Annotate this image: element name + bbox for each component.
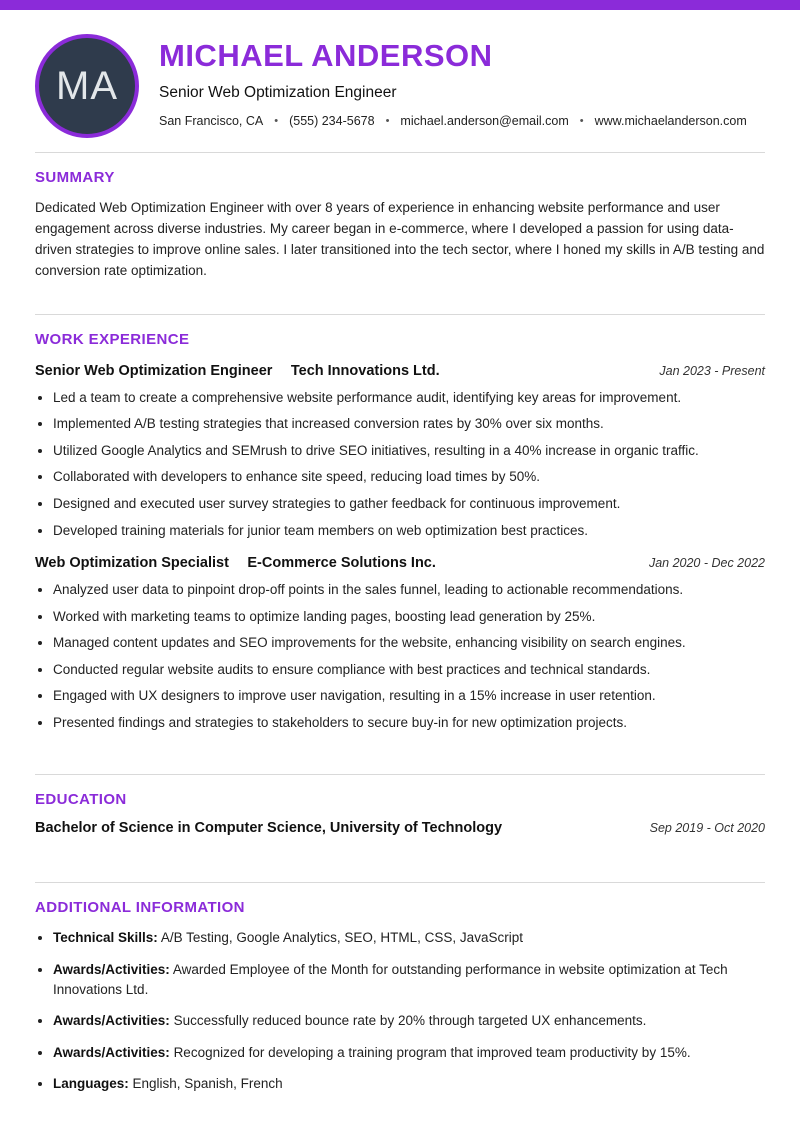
additional-section (35, 883, 765, 1111)
additional-item (53, 960, 765, 999)
avatar (35, 34, 139, 138)
job-bullet: • Led a team to create a comprehensive website performance audit, identifying key areas for improvement. (53, 388, 765, 408)
additional-item (53, 1043, 765, 1063)
job-bullet: • Analyzed user data to pinpoint drop-off points in the sales funnel, leading to actionable recommendations. (53, 580, 765, 600)
additional-item-text: A/B Testing, Google Analytics, SEO, HTML, CSS, JavaScript (160, 930, 523, 946)
avatar-initials: MA (56, 63, 118, 108)
additional-item-text: Recognized for developing a training program that improved team productivity by 15%. (173, 1044, 691, 1060)
education-heading: EDUCATION (35, 791, 127, 809)
resume-header (35, 10, 765, 152)
job-dates: Jan 2023 - Present (659, 363, 765, 378)
contact-website: www.michaelanderson.com (594, 114, 747, 128)
resume-page (0, 10, 800, 1112)
summary-text: Dedicated Web Optimization Engineer with over 8 years of experience in enhancing website performance and user engagement across diverse industries. My career began in e-commerce, where I developed a passion for using data-driven strategies to improve online sales. I later transitioned into the tech sector, where I honed my skills in A/B testing and conversion rate optimization. (35, 200, 765, 278)
job-bullet-list (35, 388, 765, 540)
additional-item-text: Awarded Employee of the Month for outstanding performance in website optimization at Tech Innovations Ltd. (53, 962, 728, 997)
job-title: Senior Web Optimization Engineer (35, 362, 273, 379)
contact-location: San Francisco, CA (159, 114, 264, 128)
additional-item-text: Successfully reduced bounce rate by 20% through targeted UX enhancements. (173, 1013, 647, 1029)
job-entry (35, 554, 765, 732)
job-title-line (35, 362, 440, 380)
job-entry (35, 362, 765, 540)
job-bullet: • Worked with marketing teams to optimize landing pages, boosting lead generation by 25%. (53, 607, 765, 627)
job-headline: Senior Web Optimization Engineer (159, 84, 397, 101)
job-bullet: • Collaborated with developers to enhance site speed, reducing load times by 50%. (53, 467, 765, 487)
contact-phone: (555) 234-5678 (289, 114, 375, 128)
job-header (35, 554, 765, 572)
additional-item (53, 928, 765, 948)
job-dates: Jan 2020 - Dec 2022 (648, 556, 765, 571)
job-bullet: • Managed content updates and SEO improvements for the website, enhancing visibility on search engines. (53, 633, 765, 653)
education-section (35, 775, 765, 856)
job-bullet: • Presented findings and strategies to stakeholders to secure buy-in for new optimization projects. (53, 713, 765, 733)
additional-heading: ADDITIONAL INFORMATION (35, 899, 245, 917)
additional-item-label: Technical Skills: (53, 930, 158, 946)
summary-heading: SUMMARY (35, 169, 115, 186)
job-bullet: • Utilized Google Analytics and SEMrush to drive SEO initiatives, resulting in a 40% increase in organic traffic. (53, 441, 765, 461)
contact-email: michael.anderson@email.com (400, 114, 569, 128)
job-bullet-list (35, 580, 765, 732)
additional-item-text: English, Spanish, French (132, 1076, 283, 1092)
job-company: Tech Innovations Ltd. (290, 362, 440, 379)
separator-dot: • (274, 115, 279, 127)
job-header (35, 362, 765, 380)
accent-bar (0, 0, 800, 10)
additional-item (53, 1074, 765, 1094)
additional-item-label: Awards/Activities: (53, 1044, 170, 1060)
summary-section (35, 153, 765, 288)
job-bullet: • Conducted regular website audits to ensure compliance with best practices and technical standards. (53, 660, 765, 680)
job-title-line (35, 554, 436, 572)
experience-section (35, 315, 765, 749)
job-bullet: • Developed training materials for junior team members on web optimization best practices. (53, 521, 765, 541)
page-title: MICHAEL ANDERSON (159, 38, 493, 73)
education-degree: Bachelor of Science in Computer Science, University of Technology (35, 820, 503, 837)
job-bullet: • Engaged with UX designers to improve user navigation, resulting in a 15% increase in user retention. (53, 686, 765, 706)
separator-dot: • (579, 115, 584, 127)
job-title: Web Optimization Specialist (35, 555, 229, 572)
additional-item-label: Languages: (53, 1076, 129, 1092)
job-bullet: • Implemented A/B testing strategies that increased conversion rates by 30% over six months. (53, 414, 765, 434)
job-company: E-Commerce Solutions Inc. (247, 555, 436, 572)
separator-dot: • (385, 115, 390, 127)
header-text (159, 32, 747, 128)
education-entry (35, 820, 765, 836)
contact-line (159, 114, 747, 128)
additional-list (35, 928, 765, 1093)
additional-item (53, 1011, 765, 1031)
additional-item-label: Awards/Activities: (53, 962, 170, 977)
experience-heading: WORK EXPERIENCE (35, 330, 190, 348)
job-bullet: • Designed and executed user survey strategies to gather feedback for continuous improvement. (53, 494, 765, 514)
education-dates: Sep 2019 - Oct 2020 (649, 821, 765, 836)
additional-item-label: Awards/Activities: (53, 1013, 170, 1029)
